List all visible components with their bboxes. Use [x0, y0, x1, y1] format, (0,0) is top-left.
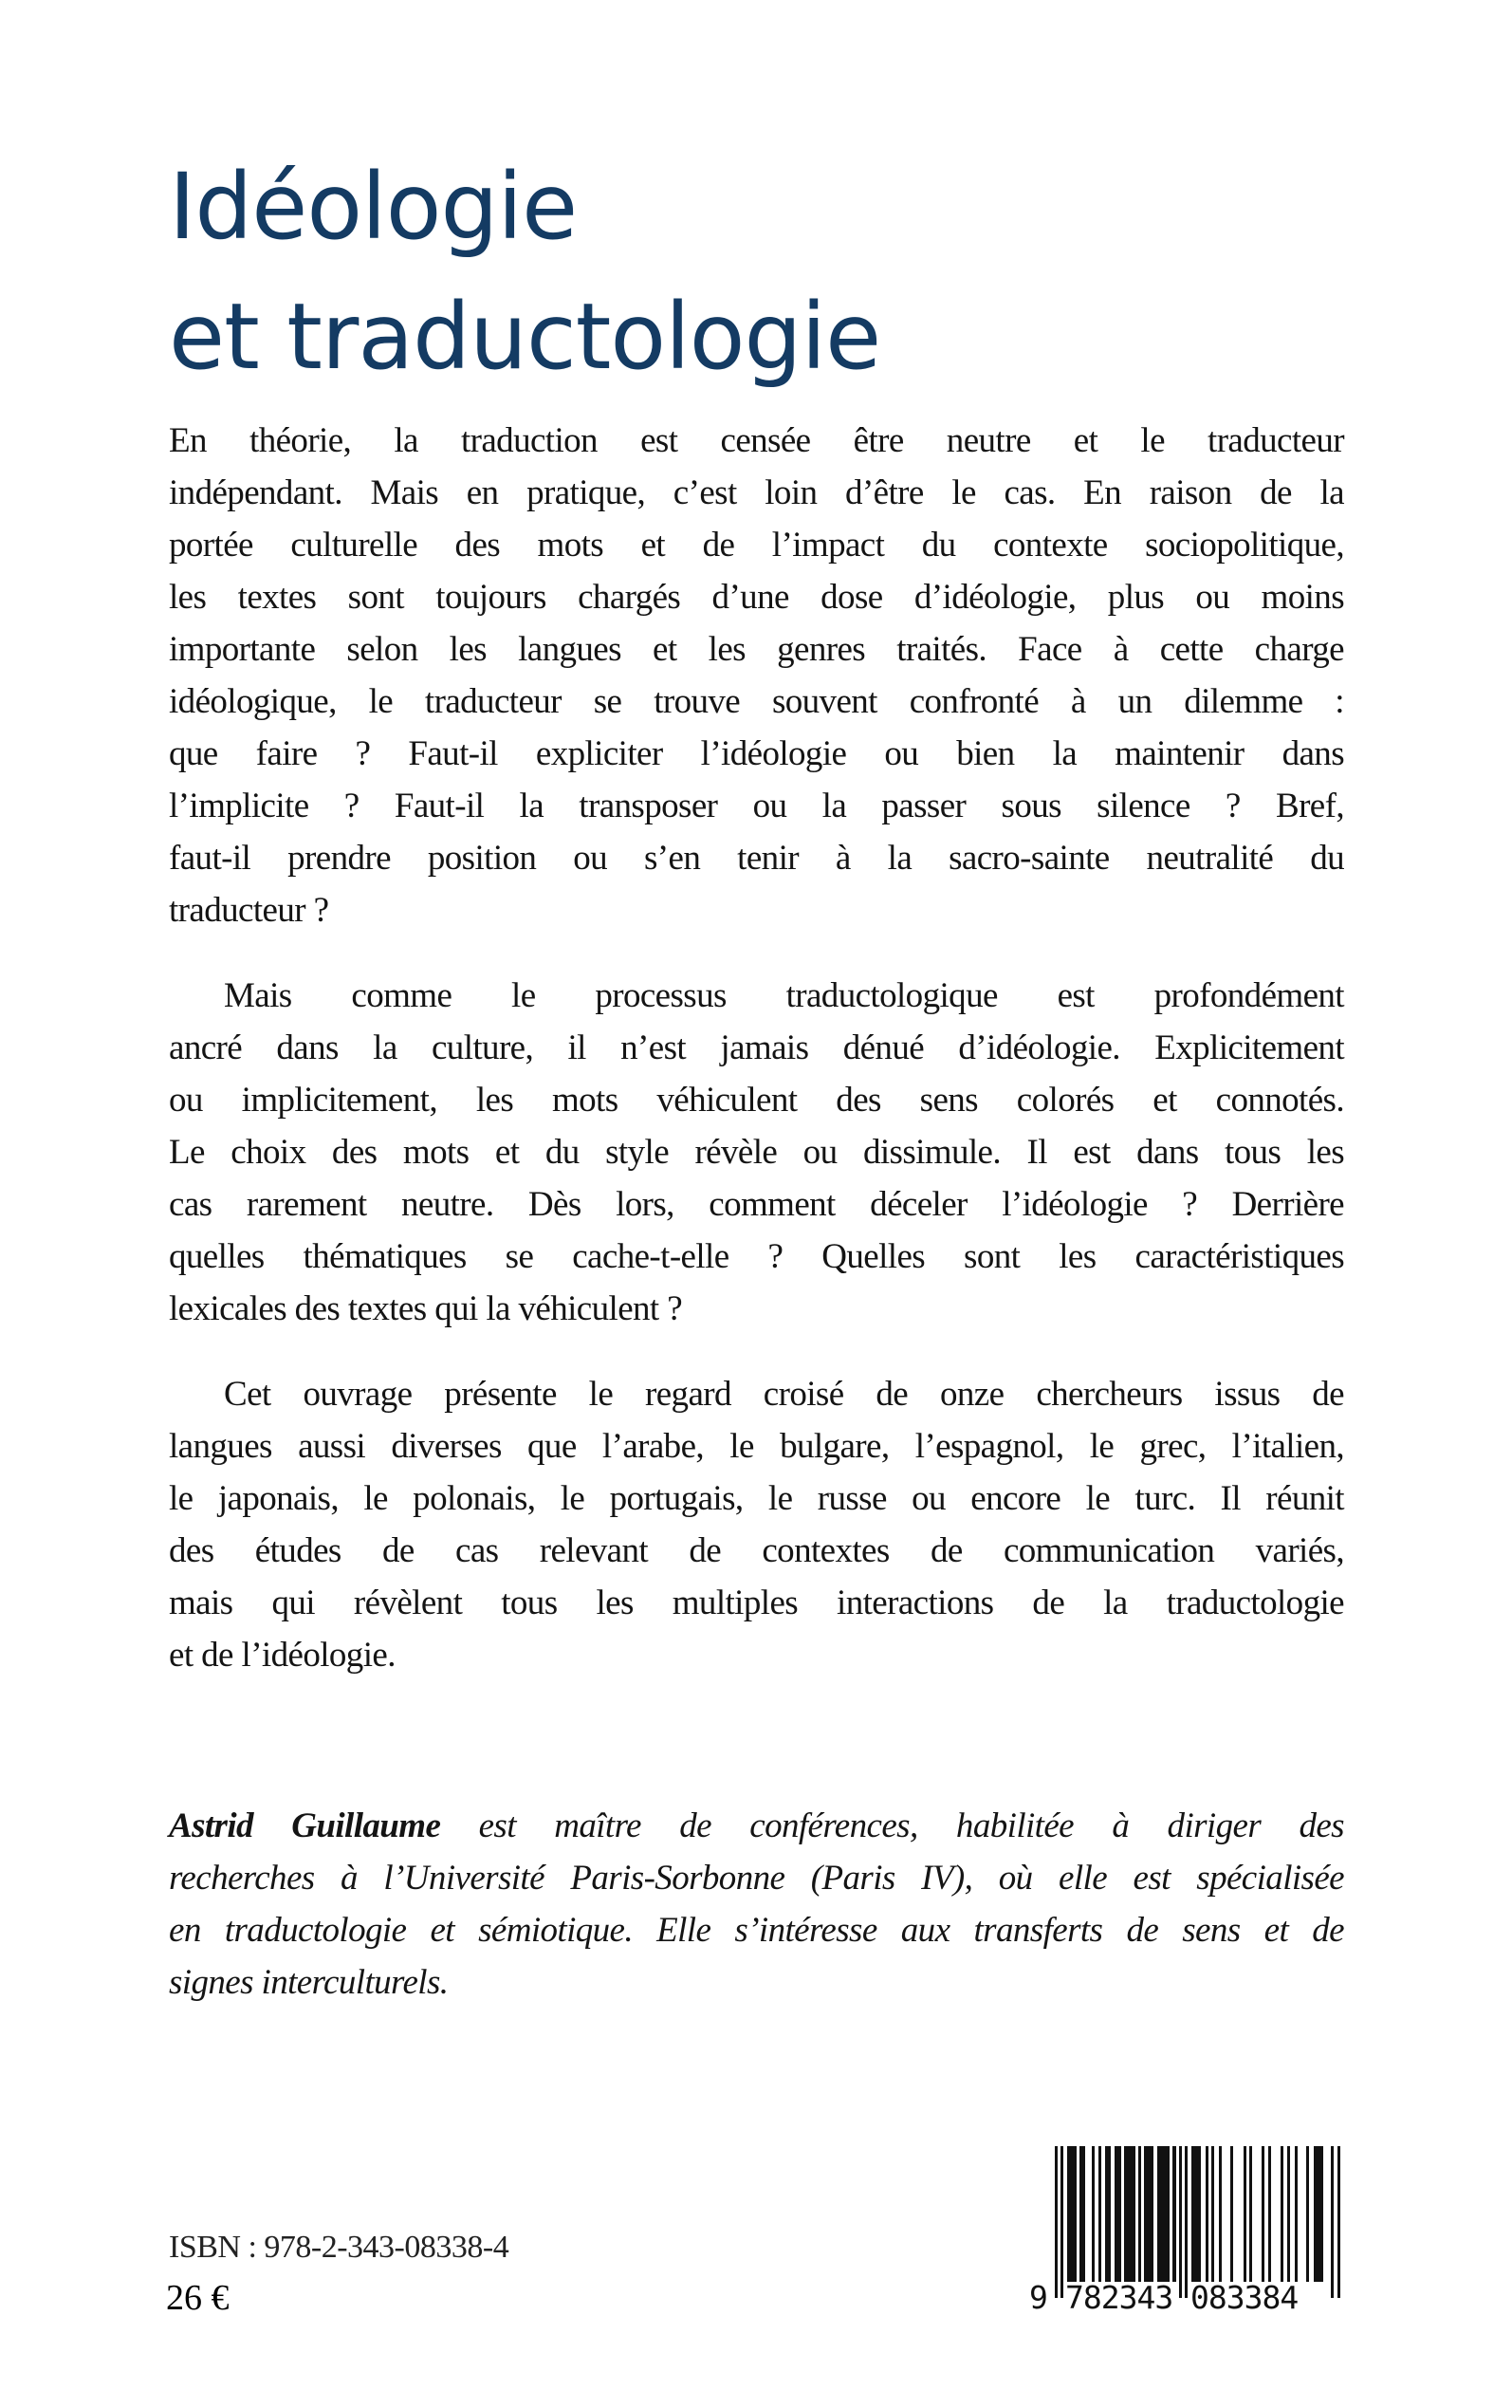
paragraph-2: [169, 970, 1344, 1335]
bio-text: est maître de conférences, habilitée à diriger des: [440, 1806, 1344, 1845]
author-name: Astrid Guillaume: [169, 1806, 441, 1845]
barcode: [1029, 2146, 1352, 2317]
text-line: indépendant. Mais en pratique, c’est loin d’être le cas. En raison de la: [169, 473, 1344, 512]
text-line: recherches à l’Université Paris-Sorbonne (Paris IV), où elle est spécialisée: [169, 1859, 1344, 1898]
text-line: ou implicitement, les mots véhiculent des sens colorés et connotés.: [169, 1081, 1344, 1120]
text-line: les textes sont toujours chargés d’une dose d’idéologie, plus ou moins: [169, 578, 1344, 617]
text-line: ancré dans la culture, il n’est jamais dénué d’idéologie. Explicitement: [169, 1028, 1344, 1067]
text-line: signes interculturels.: [169, 1963, 449, 2002]
paragraph-3: [169, 1368, 1344, 1681]
text-line: le japonais, le polonais, le portugais, le russe ou encore le turc. Il réunit: [169, 1479, 1344, 1518]
text-line: langues aussi diverses que l’arabe, le bulgare, l’espagnol, le grec, l’italien,: [169, 1427, 1344, 1466]
barcode-digit-first: 9: [1029, 2279, 1048, 2316]
text-line: des études de cas relevant de contextes de communication variés,: [169, 1531, 1344, 1570]
text-line: que faire ? Faut-il expliciter l’idéologie ou bien la maintenir dans: [169, 734, 1344, 773]
text-line: l’implicite ? Faut-il la transposer ou la passer sous silence ? Bref,: [169, 787, 1344, 825]
text-line: idéologique, le traducteur se trouve souvent confronté à un dilemme :: [169, 682, 1344, 721]
text-line: Cet ouvrage présente le regard croisé de onze chercheurs issus de: [224, 1375, 1344, 1414]
text-line: quelles thématiques se cache-t-elle ? Quelles sont les caractéristiques: [169, 1237, 1344, 1276]
title-line-2: et traductologie: [169, 284, 881, 390]
text-line: En théorie, la traduction est censée être neutre et le traducteur: [169, 421, 1344, 460]
title-line-1: Idéologie: [169, 154, 578, 260]
book-title: [169, 142, 880, 402]
text-line: faut-il prendre position ou s’en tenir à la sacro-sainte neutralité du: [169, 839, 1344, 878]
barcode-digits: [1029, 2279, 1352, 2317]
barcode-digits-right: 083384: [1190, 2279, 1299, 2316]
text-line: cas rarement neutre. Dès lors, comment déceler l’idéologie ? Derrière: [169, 1185, 1344, 1224]
text-line: en traductologie et sémiotique. Elle s’intéresse aux transferts de sens et de: [169, 1911, 1344, 1950]
text-line: portée culturelle des mots et de l’impact du contexte sociopolitique,: [169, 526, 1344, 565]
barcode-digits-left: 782343: [1065, 2279, 1173, 2316]
text-line: lexicales des textes qui la véhiculent ?: [169, 1289, 683, 1328]
text-line: Le choix des mots et du style révèle ou dissimule. Il est dans tous les: [169, 1133, 1344, 1172]
text-line: [169, 1800, 1344, 1852]
isbn: ISBN : 978-2-343-08338-4: [169, 2230, 509, 2265]
text-line: traducteur ?: [169, 891, 329, 930]
text-line: et de l’idéologie.: [169, 1636, 396, 1675]
paragraph-1: [169, 415, 1344, 936]
price: 26 €: [166, 2278, 230, 2318]
author-bio: [169, 1800, 1344, 2009]
text-line: importante selon les langues et les genres traités. Face à cette charge: [169, 630, 1344, 669]
text-line: mais qui révèlent tous les multiples interactions de la traductologie: [169, 1584, 1344, 1622]
text-line: Mais comme le processus traductologique est profondément: [224, 976, 1344, 1015]
